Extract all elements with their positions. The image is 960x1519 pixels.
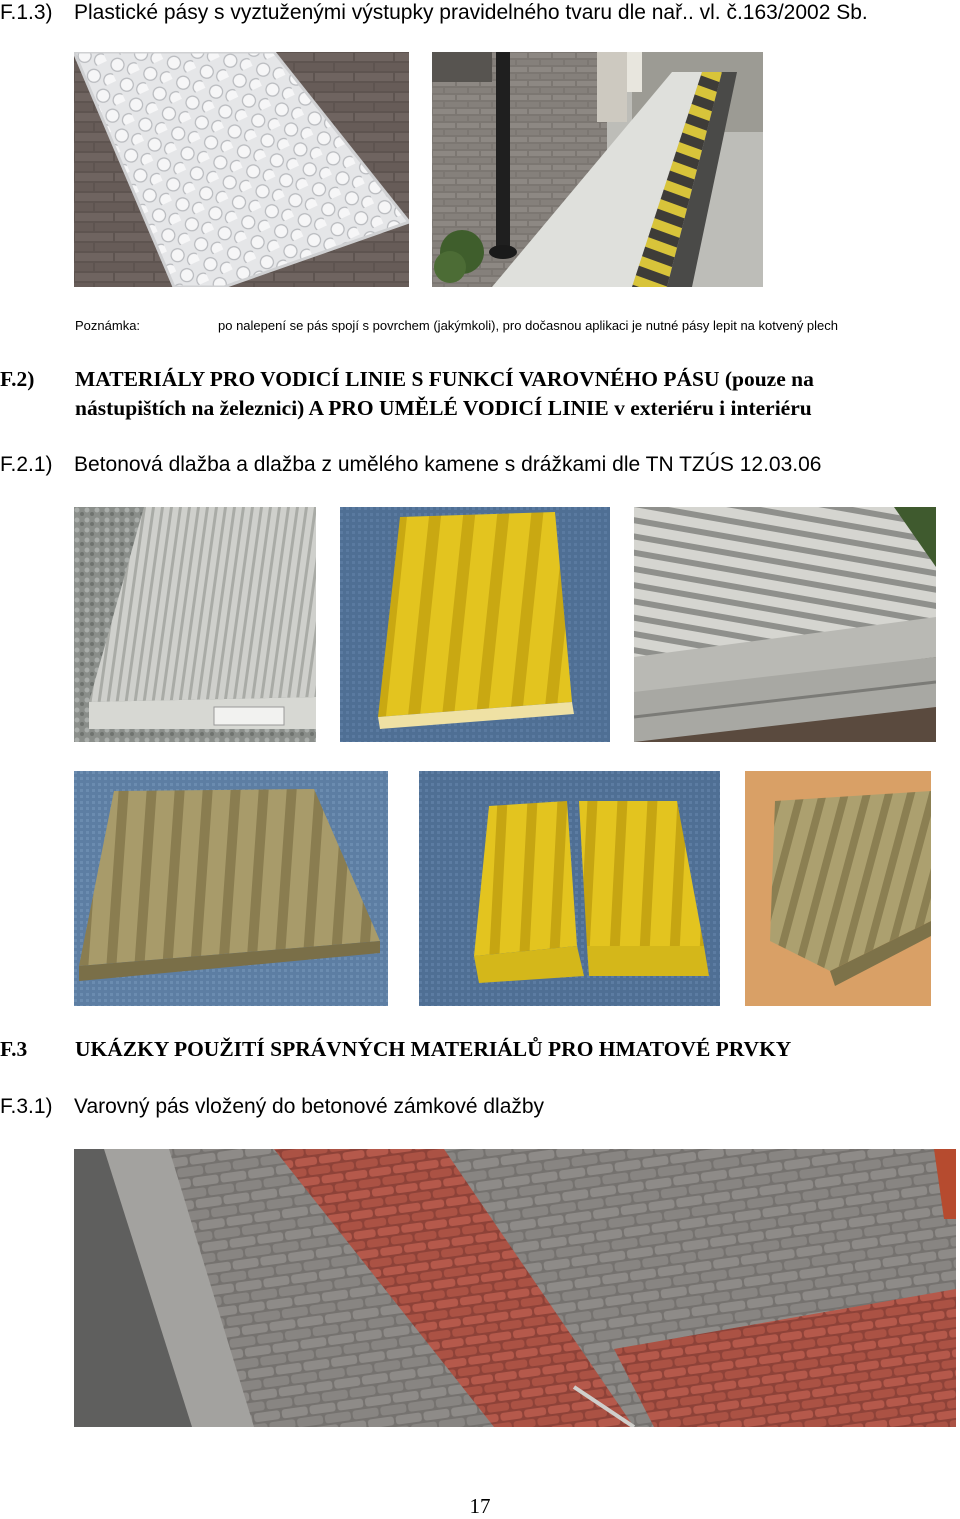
- heading-f13: [0, 1, 868, 25]
- photo-yellow-grooved-tile: [340, 507, 610, 742]
- section-f2-line1: MATERIÁLY PRO VODICÍ LINIE S FUNKCÍ VAROVNÉHO PÁSU (pouze na: [75, 367, 814, 391]
- section-f2-heading: [0, 367, 34, 392]
- section-f3-text: UKÁZKY POUŽITÍ SPRÁVNÝCH MATERIÁLŮ PRO HMATOVÉ PRVKY: [75, 1037, 792, 1061]
- heading-f21: [0, 453, 822, 477]
- heading-f31-text: Varovný pás vložený do betonové zámkové dlažby: [74, 1095, 545, 1118]
- photo-paving-warning-strip: [74, 1149, 956, 1427]
- photo-stone-grooved-tile-2: [745, 771, 931, 1006]
- heading-f13-number: F.1.3): [0, 1, 53, 24]
- photo-stone-grooved-tile-1: [74, 771, 388, 1006]
- note-label: Poznámka:: [75, 318, 141, 333]
- note-text: po nalepení se pás spojí s povrchem (jakýmkoli), pro dočasnou aplikaci je nutné pásy lepit na kotvený plech: [218, 318, 839, 333]
- heading-f21-number: F.2.1): [0, 453, 53, 476]
- photo-platform-strip: [432, 52, 763, 287]
- note: [75, 318, 839, 333]
- photo-tactile-dots-strip: [74, 52, 409, 287]
- photo-concrete-grooved-tile: [74, 507, 316, 742]
- heading-f21-text: Betonová dlažba a dlažba z umělého kamene s drážkami dle TN TZÚS 12.03.06: [74, 453, 822, 476]
- heading-f13-text: Plastické pásy s vyztuženými výstupky pravidelného tvaru dle nař.. vl. č.163/2002 Sb.: [74, 1, 868, 24]
- heading-f31: [0, 1095, 545, 1119]
- section-f3-number: F.3: [0, 1037, 28, 1061]
- photo-concrete-stack: [634, 507, 936, 742]
- page-number: 17: [469, 1494, 491, 1518]
- section-f3-heading: [0, 1037, 792, 1062]
- heading-f31-number: F.3.1): [0, 1095, 53, 1118]
- photo-yellow-tiles-pair: [419, 771, 720, 1006]
- section-f2-number: F.2): [0, 367, 35, 391]
- section-f2-line2: nástupištích na železnici) A PRO UMĚLÉ VODICÍ LINIE v exteriéru i interiéru: [75, 396, 812, 420]
